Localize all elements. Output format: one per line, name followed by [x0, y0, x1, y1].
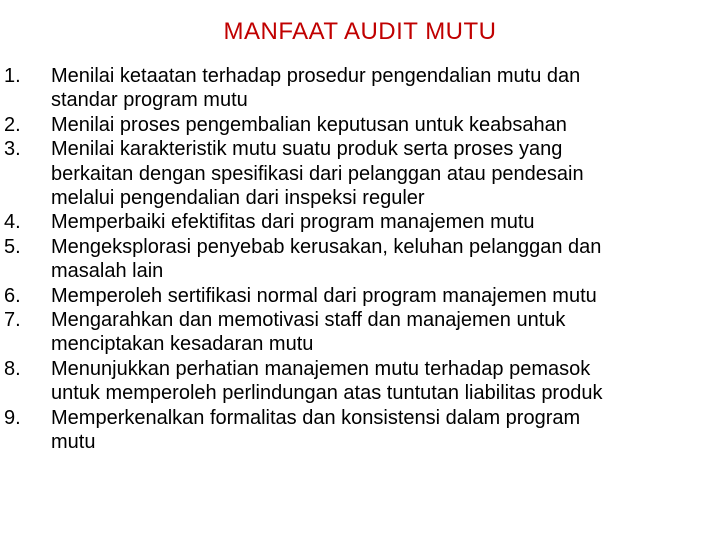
list-item	[4, 210, 716, 234]
list-item-number: 3.	[4, 138, 21, 161]
list-item-text: Menilai proses pengembalian keputusan untuk keabsahan	[51, 113, 567, 136]
list-item	[4, 406, 716, 455]
list-item-text: Memperbaiki efektifitas dari program manajemen mutu	[51, 211, 535, 234]
list-item-number: 6.	[4, 284, 21, 307]
slide-title: MANFAAT AUDIT MUTU	[223, 18, 497, 45]
list-item-text: Menilai karakteristik mutu suatu produk serta proses yang berkaitan dengan spesifikasi dari pelanggan atau pendesain melalui pengendalian dari inspeksi reguler	[51, 138, 584, 210]
list-item-text: Memperoleh sertifikasi normal dari program manajemen mutu	[51, 284, 597, 307]
list-item-number: 1.	[4, 65, 21, 87]
list-item-text: Mengarahkan dan memotivasi staff dan manajemen untuk menciptakan kesadaran mutu	[51, 309, 566, 356]
list-item-number: 4.	[4, 211, 21, 234]
list-item-text: Mengeksplorasi penyebab kerusakan, keluhan pelanggan dan masalah lain	[51, 235, 602, 283]
benefit-list	[4, 64, 716, 455]
list-item	[4, 137, 716, 210]
list-item	[4, 308, 716, 357]
list-item	[4, 284, 716, 308]
list-item-text: Menunjukkan perhatian manajemen mutu terhadap pemasok untuk memperoleh perlindungan atas tuntutan liabilitas produk	[51, 357, 603, 405]
list-item	[4, 113, 716, 137]
list-item-number: 8.	[4, 357, 21, 380]
list-item-number: 9.	[4, 406, 21, 429]
list-item	[4, 64, 716, 113]
list-item-text: Menilai ketaatan terhadap prosedur pengendalian mutu dan standar program mutu	[51, 65, 581, 112]
list-item	[4, 357, 716, 406]
list-item-number: 7.	[4, 309, 21, 332]
list-item-text: Memperkenalkan formalitas dan konsistensi dalam program mutu	[51, 406, 581, 454]
list-item-number: 5.	[4, 235, 21, 258]
list-item	[4, 235, 716, 284]
list-item-number: 2.	[4, 113, 21, 136]
